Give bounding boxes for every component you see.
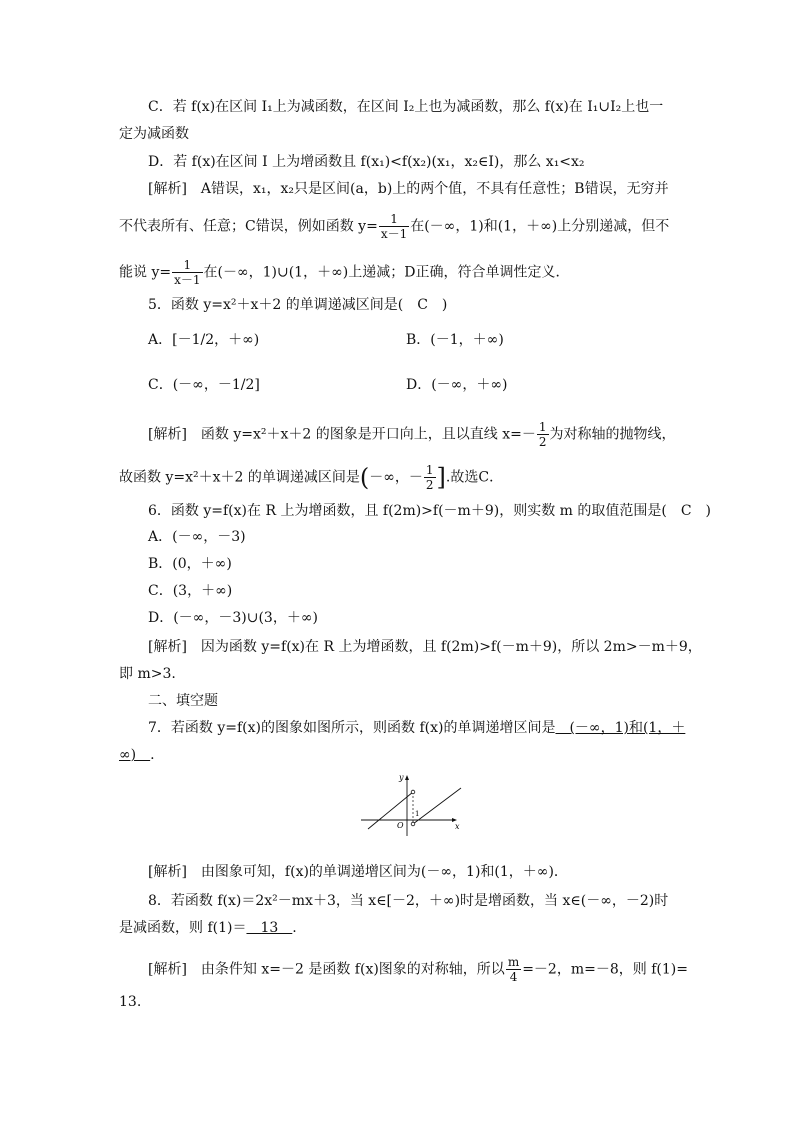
q8-analysis-line2: 13.: [119, 994, 142, 1010]
y-axis-arrow: [405, 775, 409, 780]
q8-analysis-line1: [解析] 由条件知 x=－2 是函数 f(x)图象的对称轴，所以 $\frac{m}{4}$ =－2，m=－8，则 f(1)=: [148, 955, 688, 984]
q5-option-a: A．[－1/2，＋∞): [148, 332, 260, 348]
q7-stem-line2: ∞) .: [119, 747, 155, 763]
q4-option-c-line1: C．若 f(x)在区间 I₁上为减函数，在区间 I₂上也为减函数，那么 f(x)在 I₁∪I₂上也一: [148, 99, 664, 115]
q8-answer: 13: [246, 920, 293, 936]
q6-option-d: D．(－∞，－3)∪(3，＋∞): [148, 610, 318, 626]
fraction: $\frac{1}{x-1}$: [380, 212, 408, 241]
q4-analysis-line2: 不代表所有、任意；C错误，例如函数 y= $\frac{1}{x-1}$ 在(－∞，1)和(1，＋∞)上分别递减，但不: [119, 212, 670, 241]
fraction: $\frac{1}{x-1}$: [174, 258, 201, 287]
fraction-half: $\frac{1}{2}$: [425, 463, 434, 492]
q6-stem: 6．函数 y=f(x)在 R 上为增函数，且 f(2m)>f(－m＋9)，则实数 m 的取值范围是( C ): [148, 503, 712, 519]
q4-option-d: D．若 f(x)在区间 I 上为增函数且 f(x₁)<f(x₂)(x₁，x₂∈I)，那么 x₁<x₂: [148, 154, 585, 170]
q5-stem: 5．函数 y=x²＋x＋2 的单调递减区间是( C ): [148, 297, 448, 313]
q6-option-b: B．(0，＋∞): [148, 556, 232, 572]
open-point-top: [411, 790, 415, 794]
q6-analysis-line2: 即 m>3.: [119, 666, 176, 682]
x-label: x: [455, 822, 460, 831]
q6-analysis-line1: [解析] 因为函数 y=f(x)在 R 上为增函数，且 f(2m)>f(－m＋9)，所以 2m>－m＋9，: [148, 639, 702, 655]
q5-option-b: B．(－1，＋∞): [406, 332, 504, 348]
q7-stem: 7．若函数 y=f(x)的图象如图所示，则函数 f(x)的单调递增区间是 (－∞，1)和(1，＋: [148, 720, 686, 736]
q8-stem-line1: 8．若函数 f(x)＝2x²－mx＋3，当 x∈[－2，＋∞)时是增函数，当 x∈(－∞，－2)时: [148, 893, 669, 909]
q4-analysis-line3: 能说 y= $\frac{1}{x-1}$ 在(－∞，1)∪(1，＋∞)上递减；D正确，符合单调性定义．: [119, 258, 570, 287]
y-label: y: [399, 773, 404, 782]
tick-label-1: 1: [415, 810, 420, 818]
q5-option-d: D．(－∞，＋∞): [406, 377, 508, 393]
q7-analysis: [解析] 由图象可知，f(x)的单调递增区间为(－∞，1)和(1，＋∞)．: [148, 864, 568, 880]
q4-option-c-line2: 定为减函数: [119, 126, 189, 142]
q5-analysis-line2: 故函数 y=x²＋x＋2 的单调递减区间是(－∞，－ $\frac{1}{2}$ ].故选C．: [119, 463, 504, 492]
fraction: $\frac{m}{4}$: [507, 955, 520, 984]
q8-stem-line2: 是减函数，则 f(1)＝ 13 .: [119, 920, 297, 936]
section-title: 二、填空题: [148, 693, 218, 709]
fraction-half: $\frac{1}{2}$: [538, 420, 547, 449]
q6-option-c: C．(3，＋∞): [148, 583, 233, 599]
origin-label: O: [397, 821, 404, 830]
q7-answer-cont: ∞): [119, 747, 151, 763]
q7-answer: (－∞，1)和(1，＋: [555, 720, 686, 736]
q6-option-a: A．(－∞，－3): [148, 529, 246, 545]
graph-right-branch: [413, 788, 461, 824]
graph-left-branch: [368, 792, 413, 829]
function-graph: [355, 772, 465, 838]
q5-analysis-line1: [解析] 函数 y=x²＋x＋2 的图象是开口向上，且以直线 x=－ $\frac{1}{2}$ 为对称轴的抛物线，: [148, 420, 676, 449]
open-point-bottom: [411, 822, 415, 826]
q5-option-c: C．(－∞，－1/2]: [148, 377, 260, 393]
q4-analysis-line1: [解析] A错误，x₁，x₂只是区间(a，b)上的两个值，不具有任意性；B错误，无穷并: [148, 181, 669, 197]
